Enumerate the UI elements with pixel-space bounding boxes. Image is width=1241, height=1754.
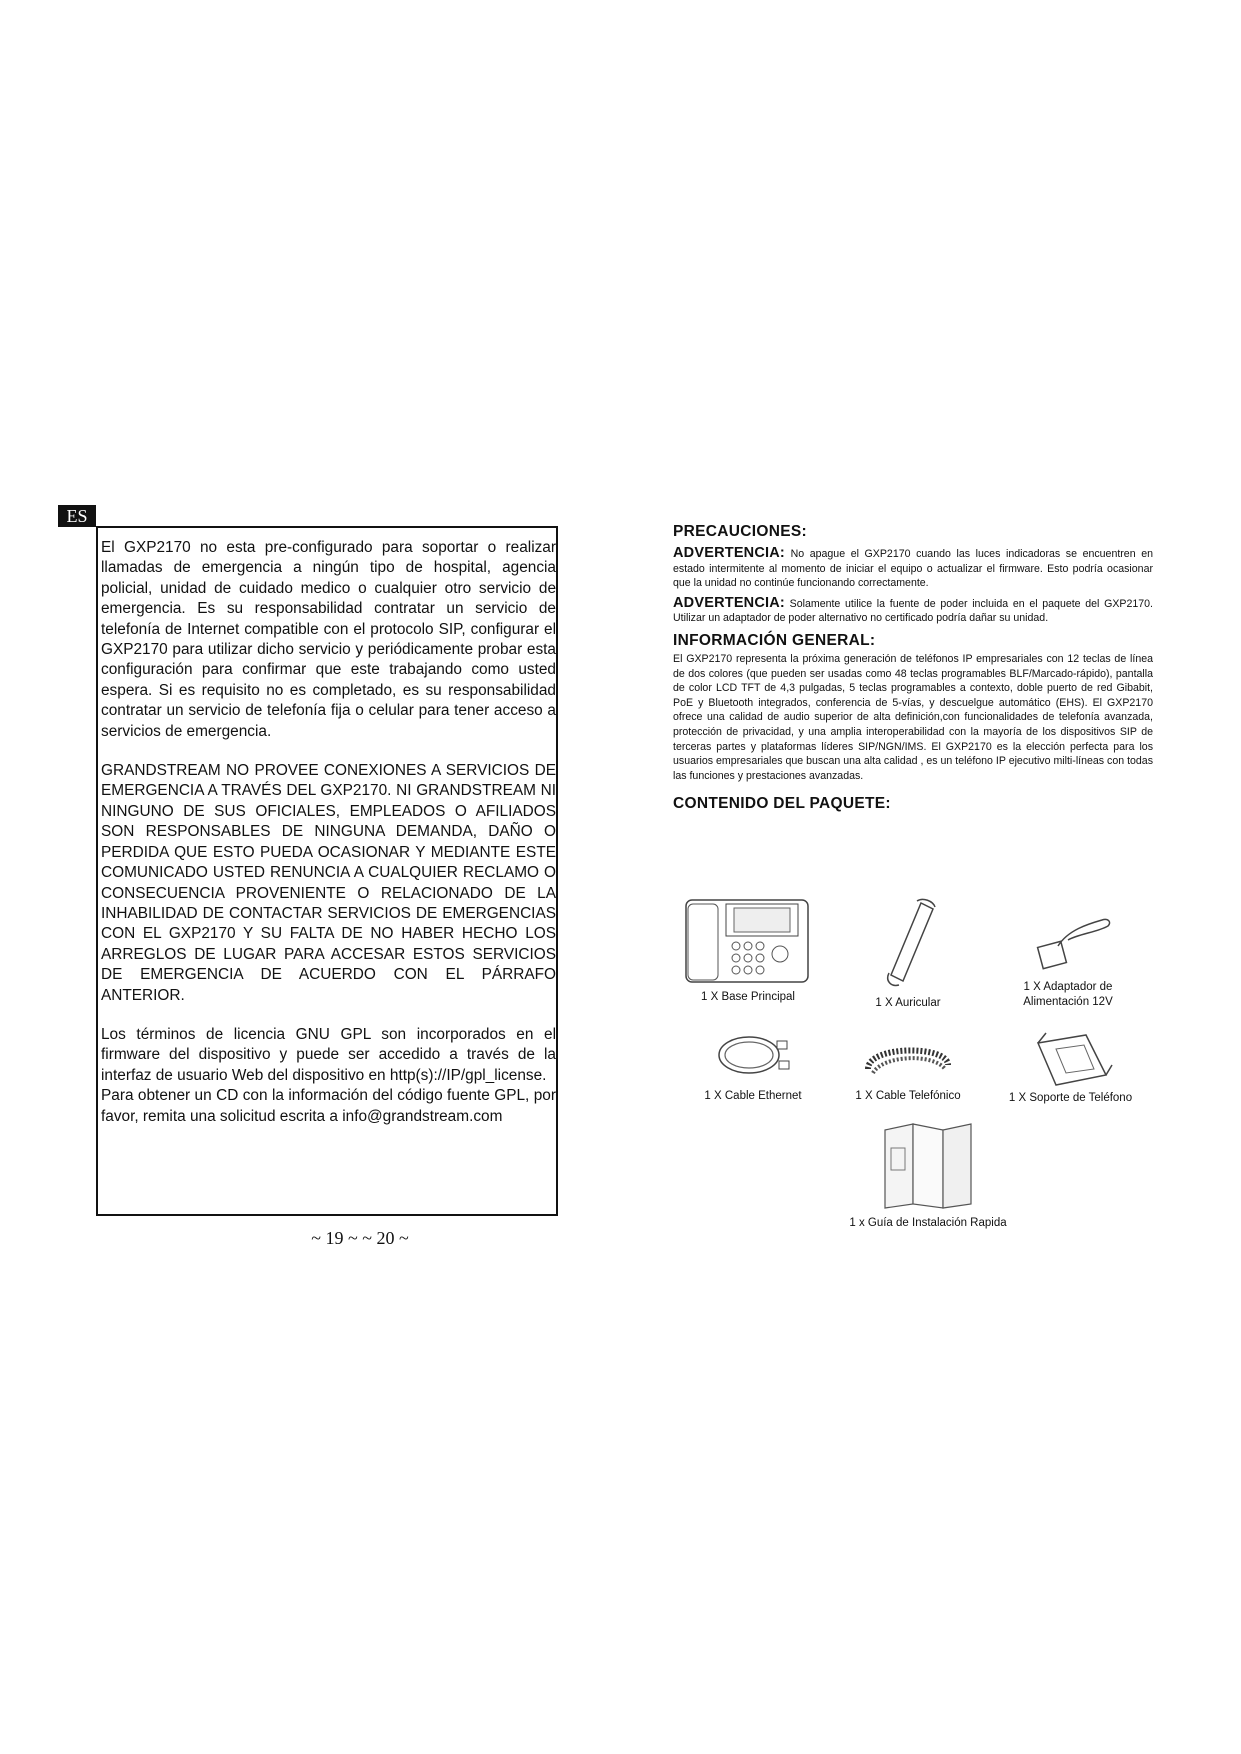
package-item-caption: 1 X Adaptador de Alimentación 12V: [1023, 981, 1113, 1008]
package-item-caption: 1 X Cable Ethernet: [704, 1090, 802, 1102]
liability-disclaimer-paragraph: GRANDSTREAM NO PROVEE CONEXIONES A SERVICIOS DE EMERGENCIA A TRAVÉS DEL GXP2170. NI GRANDSTREAM NI NINGUNO DE SUS OFICIALES, EMPLEADOS O AFILIADOS SON RESPONSABLES DE NINGUNA DEMANDA, DAÑO O PERDIDA QUE ESTO PUEDA OCASIONAR Y MEDIANTE ESTE COMUNICADO USTED RENUNCIA A CUALQUIER RECLAMO O CONSECUENCIA PROVENIENTE O RELACIONADO DE LA INHABILIDAD DE CONTACTAR SERVICIOS DE EMERGENCIAS CON EL GXP2170 Y SU FALTA DE NO HABER HECHO LOS ARREGLOS DE LUGAR PARA ACCESAR ESTOS SERVICIOS DE EMERGENCIA DE ACUERDO CON EL PÁRRAFO ANTERIOR.: [101, 762, 556, 1004]
package-item-caption: 1 X Soporte de Teléfono: [1008, 1092, 1133, 1104]
package-contents: [673, 880, 1153, 1229]
package-item: [833, 1025, 983, 1104]
emergency-disclaimer-paragraph: El GXP2170 no esta pre-configurado para soportar o realizar llamadas de emergencia a ningún tipo de hospital, agencia policial, unidad de cuidado medico o cualquier otro servicio de emergencia. Es su responsabilidad contratar un servicio de telefonía de Internet compatible con el protocolo SIP, configurar el GXP2170 para utilizar dicho servicio y periódicamente probar esta configuración para confirmar que este trabajando como usted espera. Si es requisito no es completado, es su responsabilidad contratar un servicio de telefonía fija o celular para tener acceso a servicios de emergencia.: [101, 539, 556, 740]
package-item: [673, 890, 823, 1005]
warning-text: No apague el GXP2170 cuando las luces indicadoras se encuentren en estado intermitente al momento de iniciar el equipo o actualizar el firmware. Esto podría ocasionar que la unidad no continúe funcionando correctamente.: [673, 548, 1153, 590]
precautions-heading: PRECAUCIONES:: [673, 523, 807, 540]
gpl-source-request-paragraph: Para obtener un CD con la información del código fuente GPL, por favor, remita una solicitud escrita a info@grandstream.com: [101, 1087, 556, 1125]
warning-firmware: [673, 546, 1153, 591]
ethernet-cable-icon: [703, 1025, 803, 1085]
warning-text: Solamente utilice la fuente de poder incluida en el paquete del GXP2170. Utilizar un adaptador de poder alternativo no certificado podría dañar su unidad.: [673, 597, 1153, 625]
quick-guide-icon: [873, 1120, 983, 1210]
package-item: [778, 1120, 1078, 1231]
warning-label: ADVERTENCIA:: [673, 545, 785, 561]
warning-label: ADVERTENCIA:: [673, 594, 785, 611]
general-info-text: El GXP2170 representa la próxima generación de teléfonos IP empresariales con 12 teclas de línea de dos colores (que pueden ser usadas como 48 teclas programables BLF/Marcado-rápido), pantalla de color LCD TFT de 4,3 pulgadas, 5 teclas programables a contexto, doble puerto de red Gibabit, PoE y Bluetooth integrados, conferencia de 5-vías, y descuelgue automático (EHS). El GXP2170 ofrece una calidad de audio superior de alta definición,con funcionalidades de telefonía avanzada, protección de privacidad, y una amplia interoperabilidad con la mayoría de los dispositivos SIP de terceras partes y plataformas líderes SIP/NGN/IMS. El GXP2170 es la elección perfecta para los usuarios empresariales que buscan una alta calidad , es un teléfono IP ejecutivo milti-líneas con todas las funciones y prestaciones avanzadas.: [673, 652, 1153, 782]
gpl-license-paragraph: Los términos de licencia GNU GPL son incorporados en el firmware del dispositivo y puede ser accedido a través de la interfaz de usuario Web del dispositivo en http(s)://IP/gpl_license.: [101, 1025, 556, 1084]
package-item: [678, 1025, 828, 1104]
desk-phone-icon: [678, 890, 818, 990]
package-item: [993, 1025, 1148, 1106]
package-contents-heading: CONTENIDO DEL PAQUETE:: [673, 795, 891, 813]
package-item: [993, 910, 1143, 1010]
language-tag: ES: [58, 505, 96, 527]
handset-icon: [873, 895, 943, 990]
phone-cord-icon: [853, 1025, 963, 1085]
warning-power: [673, 596, 1153, 626]
legal-notice-box: [96, 526, 558, 1216]
phone-stand-icon: [1026, 1025, 1116, 1091]
package-item-caption: 1 X Cable Telefónico: [855, 1090, 961, 1102]
package-item-caption: 1 X Auricular: [875, 997, 941, 1009]
package-item-caption: 1 X Base Principal: [701, 991, 795, 1003]
general-info-heading: INFORMACIÓN GENERAL:: [673, 631, 876, 649]
power-adapter-icon: [1018, 910, 1118, 980]
right-page: [673, 523, 1153, 813]
page-numbers: ~ 19 ~ ~ 20 ~: [311, 1228, 409, 1248]
package-item-caption: 1 x Guía de Instalación Rapida: [849, 1217, 1007, 1229]
package-item: [838, 895, 978, 1011]
